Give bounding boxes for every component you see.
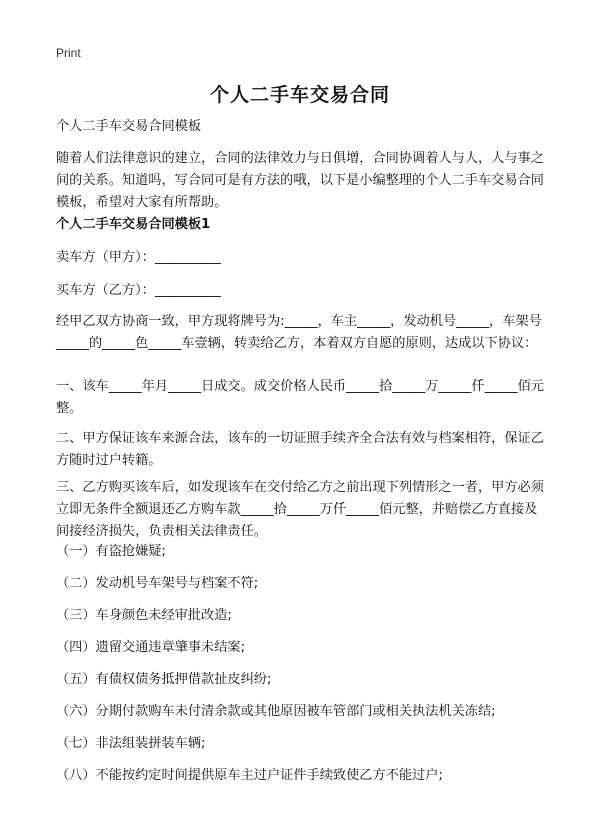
section-heading: 个人二手车交易合同模板1 [56,217,211,232]
list-item: （二）发动机号车架号与档案不符; [56,576,259,591]
intro-paragraph: 随着人们法律意识的建立，合同的法律效力与日俱增，合同协调着人与人，人与事之间的关系。知道吗，写合同可是有方法的哦，以下是小编整理的个人二手车交易合同模板，希望对大家有所帮助。 [56,151,544,210]
clause-2: 二、甲方保证该车来源合法，该车的一切证照手续齐全合法有效与档案相符，保证乙方随时过户转籍。 [56,431,544,468]
list-item: （七）非法组装拼装车辆; [56,736,206,751]
print-label: Print [56,46,81,60]
list-item: （三）车身颜色未经审批改造; [56,608,232,623]
list-item: （五）有债权债务抵押借款扯皮纠纷; [56,672,272,687]
list-item: （六）分期付款购车未付清余款或其他原因被车管部门或相关执法机关冻结; [56,704,496,719]
seller-line: 卖车方（甲方）：__________ [56,250,221,265]
list-item: （八）不能按约定时间提供原车主过户证件手续致使乙方不能过户; [56,768,443,783]
list-item: （一）有盗抢嫌疑; [56,544,166,559]
clause-3: 三、乙方购买该车后，如发现该车在交付给乙方之前出现下列情形之一者，甲方必须立即无条件全额退还乙方购车款_____拾_____万仟_____佰元整，并赔偿乙方直接及间接经济损失，负责相关法律责任。 [56,480,544,539]
document-title: 个人二手车交易合同 [209,84,390,106]
list-item: （四）遗留交通违章肇事未结案; [56,640,246,655]
clause-intro: 经甲乙双方协商一致，甲方现将牌号为:_____，车主_____，发动机号_____，车架号_____的_____色_____车壹辆，转卖给乙方，本着双方自愿的原则，达成以下协议： [56,314,542,351]
clause-1: 一、该车_____年月_____日成交。成交价格人民币_____拾_____万_____仟_____佰元整。 [56,379,544,416]
document-subtitle: 个人二手车交易合同模板 [56,119,202,134]
buyer-line: 买车方（乙方）：__________ [56,283,221,298]
